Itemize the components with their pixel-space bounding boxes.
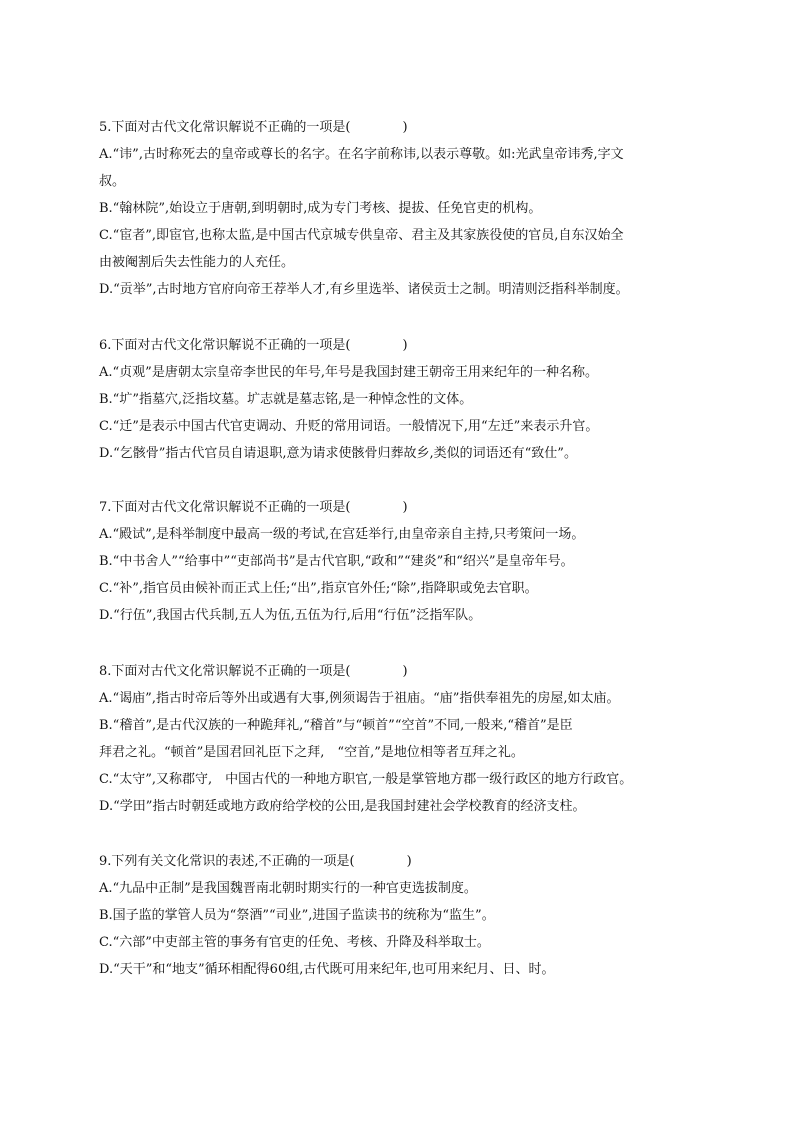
question-5 xyxy=(99,114,719,303)
option-d: D.“学田”指古时朝廷或地方政府给学校的公田,是我国封建社会学校教育的经济支柱。 xyxy=(99,799,586,814)
option-d: D.“乞骸骨”指古代官员自请退职,意为请求使骸骨归葬故乡,类似的词语还有“致仕”。 xyxy=(99,446,577,461)
option-c: C.“迁”是表示中国古代官吏调动、升贬的常用词语。一般情况下,用“左迁”来表示升官。 xyxy=(99,419,599,434)
option-d: D.“贡举”,古时地方官府向帝王荐举人才,有乡里选举、诸侯贡士之制。明清则泛指科举制度。 xyxy=(99,282,629,297)
option-b: B.“中书舍人”“给事中”“吏部尚书”是古代官职,“政和”“建炎”和“绍兴”是皇帝年号。 xyxy=(99,554,574,569)
option-d: D.“天干”和“地支”循环相配得60组,古代既可用来纪年,也可用来纪月、日、时。 xyxy=(99,962,555,977)
question-8 xyxy=(99,658,719,820)
question-stem: 6.下面对古代文化常识解说不正确的一项是( ) xyxy=(99,338,408,353)
option-a: A.“讳”,古时称死去的皇帝或尊长的名字。在名字前称讳,以表示尊敬。如:光武皇帝讳秀,字文 xyxy=(99,147,624,162)
option-b: B.“稽首”,是古代汉族的一种跪拜礼,“稽首”与“顿首”“空首”不同,一般来,“稽首”是臣 xyxy=(99,718,573,733)
question-stem: 5.下面对古代文化常识解说不正确的一项是( ) xyxy=(99,120,408,135)
question-7 xyxy=(99,494,719,629)
option-a: A.“贞观”是唐朝太宗皇帝李世民的年号,年号是我国封建王朝帝王用来纪年的一种名称。 xyxy=(99,365,598,380)
option-a: A.“九品中正制”是我国魏晋南北朝时期实行的一种官吏选拔制度。 xyxy=(99,881,477,896)
option-a: A.“殿试”,是科举制度中最高一级的考试,在宫廷举行,由皇帝亲自主持,只考策问一场。 xyxy=(99,527,585,542)
option-b: B.“圹”指墓穴,泛指坟墓。圹志就是墓志铭,是一种悼念性的文体。 xyxy=(99,392,473,407)
question-stem: 7.下面对古代文化常识解说不正确的一项是( ) xyxy=(99,500,408,515)
option-a: A.“谒庙”,指古时帝后等外出或遇有大事,例须谒告于祖庙。“庙”指供奉祖先的房屋,如太庙。 xyxy=(99,691,620,706)
option-b: B.“翰林院”,始设立于唐朝,到明朝时,成为专门考核、提拔、任免官吏的机构。 xyxy=(99,201,542,216)
option-d: D.“行伍”,我国古代兵制,五人为伍,五伍为行,后用“行伍”泛指军队。 xyxy=(99,608,482,623)
option-c: C.“补”,指官员由候补而正式上任;“出”,指京官外任;“除”,指降职或免去官职。 xyxy=(99,581,538,596)
option-a-continuation: 叔。 xyxy=(99,174,126,189)
option-c: C.“六部”中吏部主管的事务有官吏的任免、考核、升降及科举取士。 xyxy=(99,935,490,950)
option-c-continuation: 由被阉割后失去性能力的人充任。 xyxy=(99,255,295,270)
question-stem: 8.下面对古代文化常识解说不正确的一项是( ) xyxy=(99,664,408,679)
option-b: B.国子监的掌管人员为“祭酒”“司业”,进国子监读书的统称为“监生”。 xyxy=(99,908,495,923)
question-9 xyxy=(99,848,719,983)
option-c: C.“太守”,又称郡守, 中国古代的一种地方职官,一般是掌管地方郡一级行政区的地方行政官。 xyxy=(99,772,633,787)
question-6 xyxy=(99,332,719,467)
question-stem: 9.下列有关文化常识的表述,不正确的一项是( ) xyxy=(99,854,412,869)
option-c: C.“宦者”,即宦官,也称太监,是中国古代京城专供皇帝、君主及其家族役使的官员,自东汉始全 xyxy=(99,228,624,243)
option-b-continuation: 拜君之礼。“顿首”是国君回礼臣下之拜, “空首,”是地位相等者互拜之礼。 xyxy=(99,745,524,760)
